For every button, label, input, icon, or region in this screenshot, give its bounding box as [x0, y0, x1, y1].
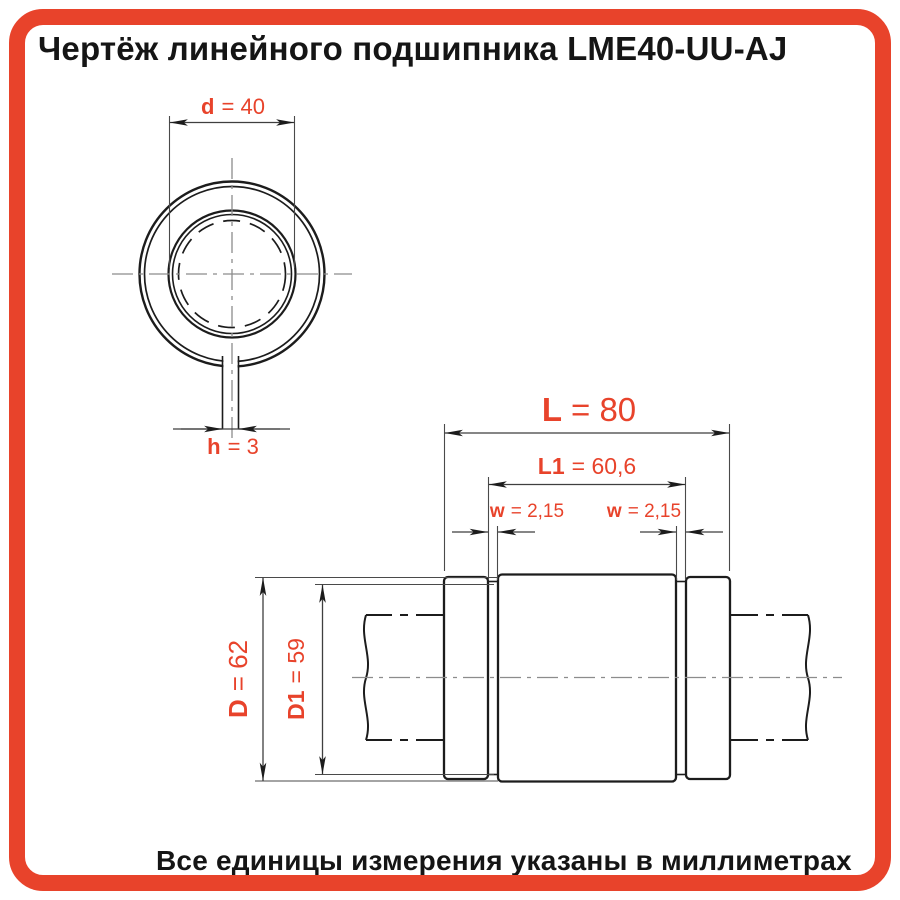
page-title: Чертёж линейного подшипника LME40-UU-AJ	[38, 30, 788, 67]
L-dimension-text	[542, 391, 636, 428]
D-dimension-text	[223, 640, 253, 718]
L1-dimension-text	[538, 453, 636, 479]
h-dimension-text	[207, 434, 259, 459]
w-right-value: = 2,15	[627, 501, 682, 522]
w-left-label: w	[489, 501, 505, 522]
L-label: L	[541, 391, 563, 428]
dimension-w-right	[606, 501, 723, 580]
dimension-L	[445, 391, 730, 571]
dimension-w-left	[452, 501, 564, 580]
L1-value: = 60,6	[571, 453, 637, 479]
dimension-h	[173, 429, 290, 459]
side-view	[223, 391, 842, 782]
w-right-label: w	[606, 501, 622, 522]
D1-label: D1	[283, 690, 309, 720]
slit-mask	[223, 349, 237, 373]
d-dimension-text	[201, 94, 265, 119]
w-right-dimension-text	[606, 501, 681, 522]
d-value: = 40	[221, 94, 265, 119]
front-view	[112, 94, 352, 459]
h-label: h	[207, 434, 221, 459]
D-value: = 62	[223, 639, 253, 692]
units-note: Все единицы измерения указаны в миллиметрах	[156, 845, 852, 876]
d-label: d	[201, 94, 215, 119]
L-value: = 80	[571, 391, 637, 428]
w-left-dimension-text	[489, 501, 564, 522]
w-left-value: = 2,15	[510, 501, 565, 522]
D1-value: = 59	[283, 638, 309, 684]
D1-dimension-text	[283, 638, 309, 720]
h-value: = 3	[227, 434, 259, 459]
L1-label: L1	[537, 453, 565, 479]
D-label: D	[223, 699, 253, 719]
